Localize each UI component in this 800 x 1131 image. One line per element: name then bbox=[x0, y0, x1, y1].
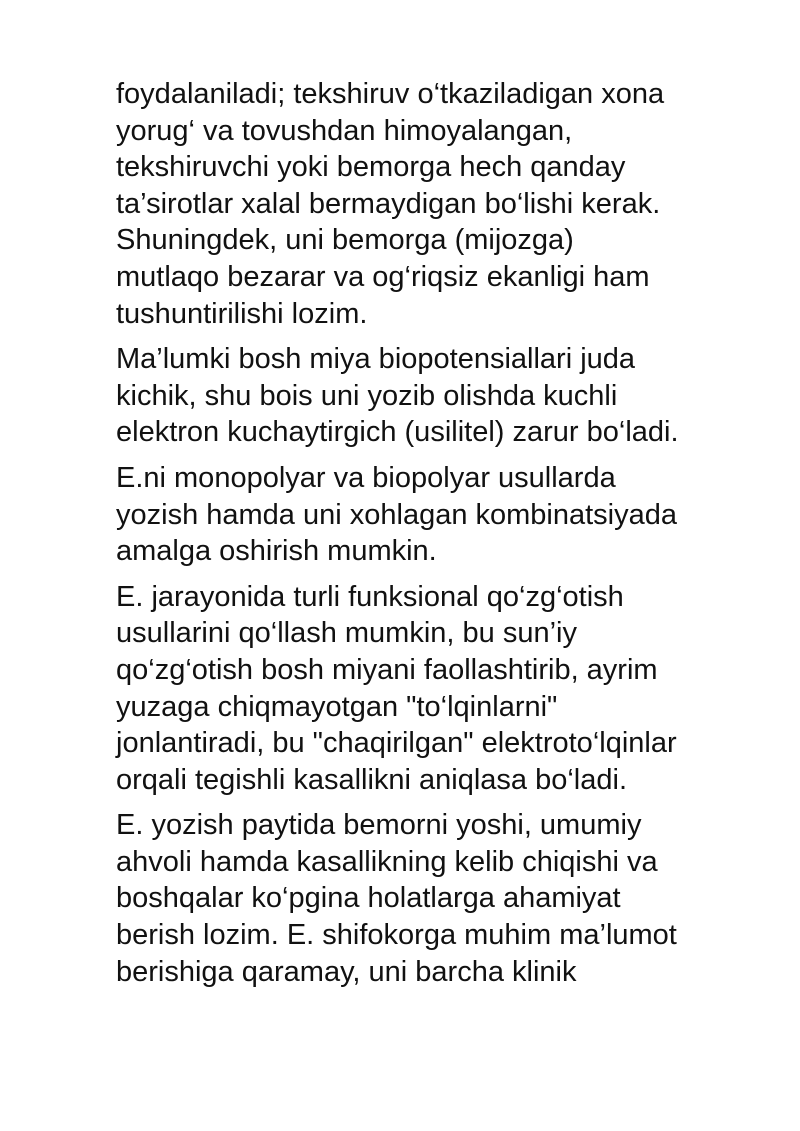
text-line: Ma’lumki bosh miya biopotensiallari juda bbox=[116, 343, 636, 376]
text-line: Shuningdek, uni bemorga (mijozga) bbox=[116, 224, 574, 257]
text-line: qo‘zg‘otish bosh miyani faollashtirib, ayrim bbox=[116, 653, 658, 686]
paragraph-5 bbox=[116, 807, 786, 990]
text-line: kichik, shu bois uni yozib olishda kuchli bbox=[116, 379, 618, 412]
paragraph-4 bbox=[116, 579, 786, 799]
text-line: E.ni monopolyar va biopolyar usullarda bbox=[116, 461, 616, 494]
text-line: berish lozim. E. shifokorga muhim ma’lumot bbox=[116, 919, 677, 952]
text-line: elektron kuchaytirgich (usilitel) zarur bo‘ladi. bbox=[116, 416, 679, 449]
paragraph-2 bbox=[116, 341, 786, 451]
text-line: mutlaqo bezarar va og‘riqsiz ekanligi ham bbox=[116, 260, 650, 293]
paragraph-1 bbox=[116, 76, 786, 332]
text-line: E. yozish paytida bemorni yoshi, umumiy bbox=[116, 809, 642, 842]
text-line: ta’sirotlar xalal bermaydigan bo‘lishi kerak. bbox=[116, 187, 661, 220]
text-line: foydalaniladi; tekshiruv o‘tkaziladigan xona bbox=[116, 78, 665, 110]
text-line: berishiga qaramay, uni barcha klinik bbox=[116, 955, 577, 988]
text-line: tushuntirilishi lozim. bbox=[116, 297, 368, 330]
paragraph-3 bbox=[116, 460, 786, 570]
document-page bbox=[116, 76, 786, 999]
text-line: yorug‘ va tovushdan himoyalangan, bbox=[116, 114, 573, 147]
text-line: E. jarayonida turli funksional qo‘zg‘otish bbox=[116, 580, 624, 613]
text-line: amalga oshirish mumkin. bbox=[116, 535, 437, 568]
text-line: boshqalar ko‘pgina holatlarga ahamiyat bbox=[116, 882, 621, 915]
text-line: jonlantiradi, bu "chaqirilgan" elektroto‘lqinlar bbox=[116, 727, 677, 760]
text-line: orqali tegishli kasallikni aniqlasa bo‘ladi. bbox=[116, 763, 628, 796]
text-line: yuzaga chiqmayotgan "to‘lqinlarni" bbox=[116, 690, 558, 723]
text-line: tekshiruvchi yoki bemorga hech qanday bbox=[116, 151, 626, 184]
text-line: yozish hamda uni xohlagan kombinatsiyada bbox=[116, 498, 678, 531]
text-line: ahvoli hamda kasallikning kelib chiqishi va bbox=[116, 845, 658, 878]
text-line: usullarini qo‘llash mumkin, bu sun’iy bbox=[116, 617, 577, 650]
